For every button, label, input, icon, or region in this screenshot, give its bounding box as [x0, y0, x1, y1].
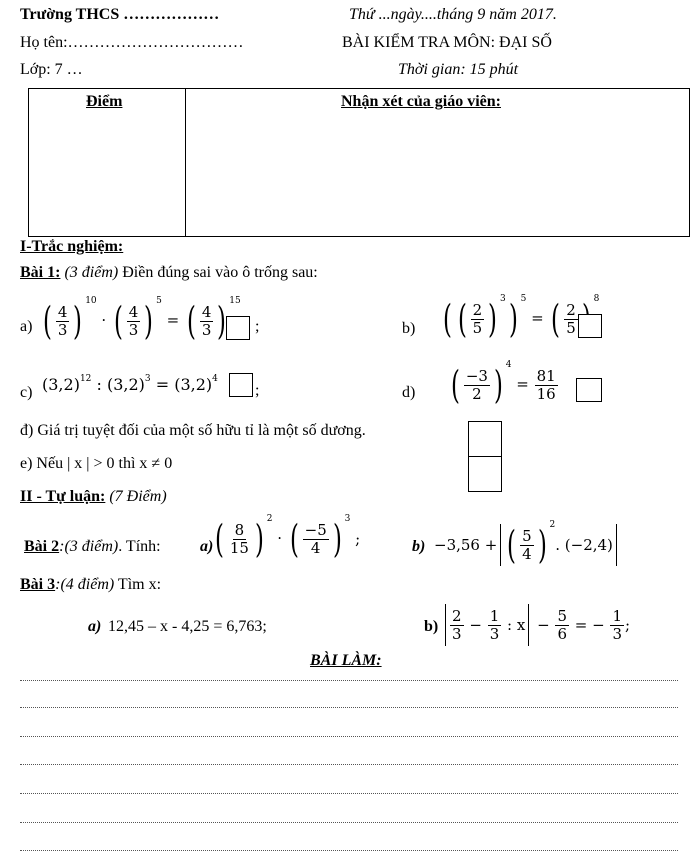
- item-d-expression: ( $\frac{-3}{2}$ ) $^4$ = $\frac{81}{16}$: [450, 360, 556, 407]
- bai3-text: Tìm x:: [114, 576, 162, 593]
- comment-header: Nhận xét của giáo viên:: [341, 93, 501, 110]
- bai2-line: [24, 538, 161, 556]
- bai3-b-label: b): [424, 618, 439, 635]
- item-c-expression: $(3,2)^{12}$ : $(3,2)^3 = (3,2)^4$: [42, 374, 218, 394]
- bai2-label: Bài 2: [24, 538, 60, 555]
- date-line: Thứ ...ngày....tháng 9 năm 2017.: [349, 6, 557, 23]
- answer-box-e[interactable]: [468, 456, 502, 492]
- bai3-line: [20, 576, 161, 594]
- answer-line[interactable]: [20, 793, 678, 794]
- semicolon-c: ;: [255, 382, 260, 399]
- bai2-b-expression: −3,56 + ( $\frac{5}{4}$ ) $^2$. (−2,4): [434, 520, 620, 566]
- answer-box-b[interactable]: [578, 314, 602, 338]
- bai2-text: . Tính:: [118, 538, 161, 555]
- bai1-line: [20, 264, 318, 282]
- answer-line[interactable]: [20, 850, 678, 851]
- work-title: BÀI LÀM:: [310, 652, 382, 669]
- bai3-b-expression: $\frac{2}{3}$ − $\frac{1}{3}$ : x − $\frac{5}{6}$ = − $\frac{1}{3}$ ;: [442, 604, 630, 646]
- item-e-text: e) Nếu | x | > 0 thì x ≠ 0: [20, 455, 173, 472]
- bai2-points: :(3 điểm): [59, 538, 119, 555]
- answer-line[interactable]: [20, 822, 678, 823]
- item-b-label: b): [402, 320, 416, 337]
- semicolon-a: ;: [255, 318, 260, 335]
- answer-box-a[interactable]: [226, 316, 250, 340]
- answer-box-c[interactable]: [229, 373, 253, 397]
- bai2-a-label: a): [200, 538, 214, 555]
- student-name-field: Họ tên:……………………………: [20, 34, 244, 51]
- bai2-b-label: b): [412, 538, 426, 555]
- answer-box-d[interactable]: [576, 378, 602, 402]
- bai1-label: Bài 1:: [20, 264, 61, 281]
- item-dd-text: đ) Giá trị tuyệt đối của một số hữu tỉ là một số dương.: [20, 422, 366, 439]
- answer-line[interactable]: [20, 680, 678, 681]
- bai3-points: :(4 điểm): [55, 576, 115, 593]
- item-b-expression: ( ( $\frac{2}{5}$ ) $^3$) $^5$ = ( $\frac{2}{5}$ $^8$: [442, 294, 600, 341]
- item-a-label: a): [20, 318, 33, 335]
- bai1-points: (3 điểm): [64, 264, 119, 281]
- item-a-expression: ( $\frac{4}{3}$ ) $^{10}$ · ( $\frac{4}{3}$ ) $^5$ = ( $\frac{4}{3}$ ) $^{15}$: [42, 296, 241, 343]
- answer-box-dd[interactable]: [468, 421, 502, 457]
- item-c-label: c): [20, 384, 33, 401]
- bai2-a-expression: ( $\frac{8}{15}$ ) $^2$ · ( $\frac{-5}{4}$ ) $^3$ ;: [214, 514, 361, 561]
- item-d-label: d): [402, 384, 416, 401]
- bai1-text: Điền đúng sai vào ô trống sau:: [118, 264, 318, 281]
- section-2-points: (7 Điểm): [105, 488, 167, 505]
- section-2-title: II - Tự luận:: [20, 488, 106, 505]
- bai3-label: Bài 3: [20, 576, 56, 593]
- answer-line[interactable]: [20, 707, 678, 708]
- grade-table: [28, 88, 690, 237]
- bai3-a-label: a): [88, 618, 102, 635]
- test-title: BÀI KIỂM TRA MÔN: ĐẠI SỐ: [342, 34, 552, 51]
- bai3-a-expression: 12,45 – x - 4,25 = 6,763;: [108, 618, 267, 635]
- score-header: Điểm: [86, 93, 123, 110]
- answer-line[interactable]: [20, 736, 678, 737]
- class-field: Lớp: 7 …: [20, 61, 83, 78]
- section-1-title: I-Trắc nghiệm:: [20, 238, 124, 255]
- answer-line[interactable]: [20, 764, 678, 765]
- school-name: Trường THCS ………………: [20, 6, 220, 23]
- section-2-title-line: [20, 488, 167, 506]
- time-limit: Thời gian: 15 phút: [398, 61, 519, 78]
